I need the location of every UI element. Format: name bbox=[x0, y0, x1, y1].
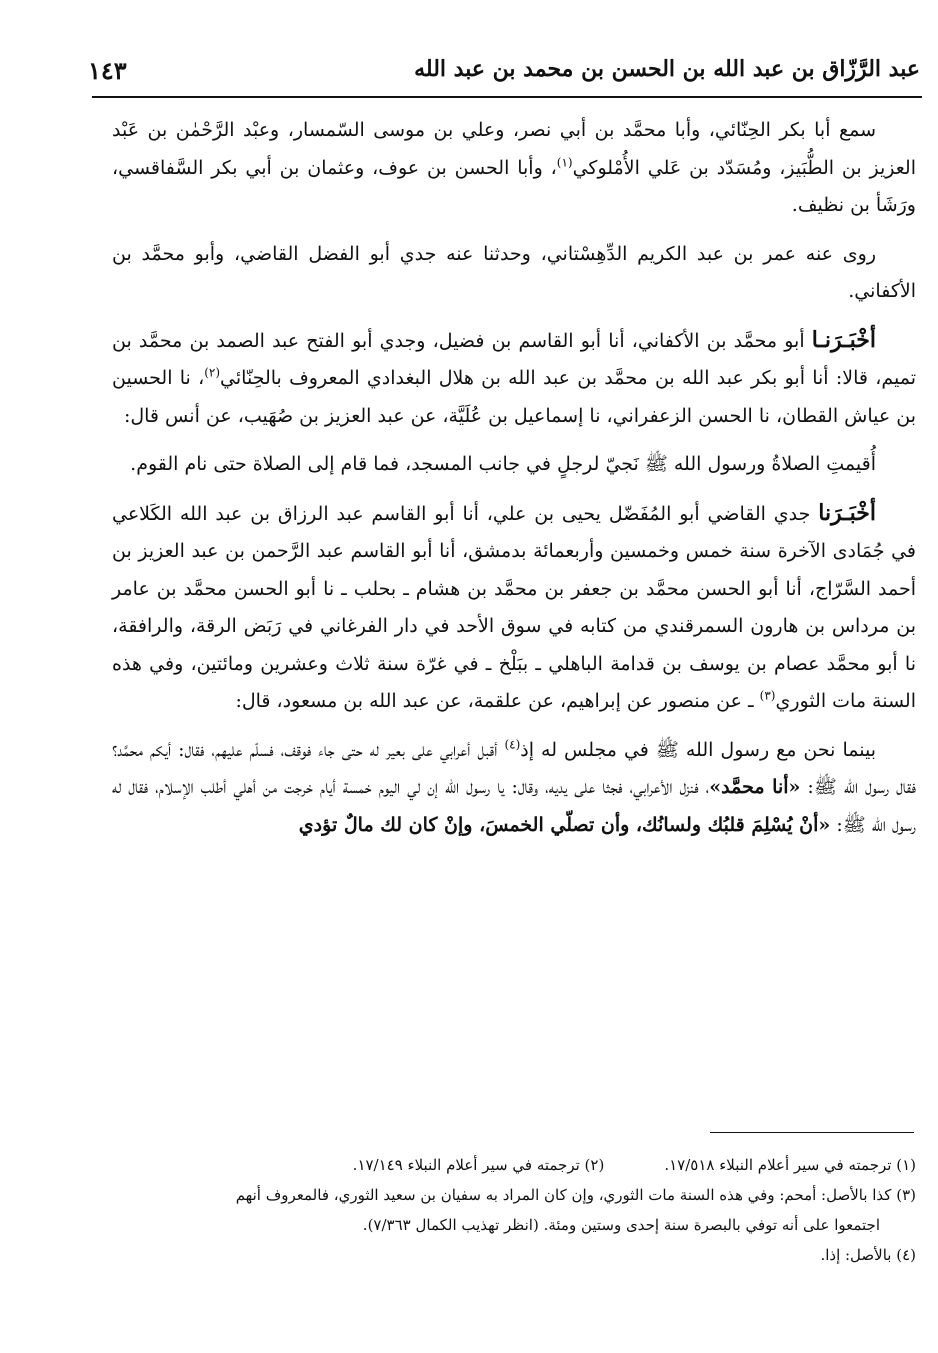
paragraph-isnad-1: أخْبَـرَنـا أبو محمَّد بن الأكفاني، أنا أبو القاسم بن فضيل، وجدي أبو الفتح عبد الصمد بن محمَّد بن تميم، قالا: أنا أبو بكر عبد الله بن محمَّد بن عبد الله بن هلال البغدادي المعروف بالحِنّائي$^{(٢)}$، نا الحسين بن عياش القطان، نا الحسن الزعفراني، نا إسماعيل بن عُلَيَّة، عن عبد العزيز بن صُهَيب، عن أنس قال: bbox=[112, 326, 916, 427]
paragraph-teachers: سمع أبا بكر الحِنّائي، وأبا محمَّد بن أبي نصر، وعلي بن موسى السّمسار، وعبْد الرَّحْمٰن بن عَبْد العزيز بن الطُّبَيز، ومُسَدّد بن عَلي الأُمْلوكي$^{(١)}$، وأبا الحسن بن عوف، وعثمان بن أبي بكر السَّفاقسي، ورَشَأ بن نظيف. bbox=[112, 119, 917, 216]
akhbarana-lead: أخْبَـرَنـا bbox=[811, 326, 876, 353]
paragraph-hadith-1: أُقيمتِ الصلاةُ ورسول الله ﷺ نَجيّ لرجلٍ في جانب المسجد، فما قام إلى الصلاة حتى نام القوم. bbox=[130, 453, 876, 475]
footnotes bbox=[112, 1150, 916, 1270]
header-rule bbox=[92, 96, 922, 98]
paragraph-isnad-2: أخْبَـرَنا جدي القاضي أبو المُفَضّل يحيى بن علي، أنا أبو القاسم عبد الرزاق بن عبد الله الكَلاعي في جُمَادى الآخرة سنة خمس وخمسين وأربعمائة بدمشق، أنا أبو القاسم عبد الرَّحمن بن عبد العزيز بن أحمد السَّرّاج، أنا أبو الحسن محمَّد بن جعفر بن محمَّد بن هشام ـ بحلب ـ نا أبو الحسن محمَّد بن عامر بن مرداس بن هارون السمرقندي من كتابه في سوق الأحد في دار الفرغاني في رَبَض الرقة، والرافقة، نا أبو محمَّد عصام بن يوسف بن قدامة الباهلي ـ ببَلْخ ـ في غرّة سنة ثلاث وعشرين ومائتين، وفي هذه السنة مات الثوري$^{(٣)}$ ـ عن منصور عن إبراهيم، عن علقمة، عن عبد الله بن مسعود، قال: bbox=[112, 499, 916, 712]
paragraph-narrators: روى عنه عمر بن عبد الكريم الدِّهِسْتاني، وحدثنا عنه جدي أبو الفضل القاضي، وأبو محمَّد بن الأكفاني. bbox=[112, 242, 916, 302]
footnote-ref-4[interactable]: (٤) bbox=[504, 737, 521, 752]
footnote-ref-1[interactable]: (١) bbox=[556, 155, 573, 170]
footnote-line-1 bbox=[112, 1150, 916, 1180]
footnote-3: (٣) كذا بالأصل: أمحم: وفي هذه السنة مات الثوري، وإن كان المراد به سفيان بن سعيد الثوري، فالمعروف أنهم bbox=[235, 1186, 916, 1204]
footnote-ref-2[interactable]: (٢) bbox=[204, 365, 221, 380]
footnote-ref-3[interactable]: (٣) bbox=[759, 688, 776, 703]
akhbarana-lead: أخْبَـرَنا bbox=[818, 499, 876, 526]
page-number: ١٤٣ bbox=[88, 56, 127, 85]
prophet-quote: «أنا محمَّد» bbox=[709, 776, 801, 798]
main-text bbox=[112, 112, 916, 855]
footnote-1: (١) ترجمته في سير أعلام النبلاء ١٧/٥١٨. bbox=[664, 1156, 916, 1174]
footnote-2: (٢) ترجمته في سير أعلام النبلاء ١٧/١٤٩. bbox=[352, 1156, 605, 1174]
footnote-4: (٤) بالأصل: إذا. bbox=[820, 1246, 916, 1264]
page-header bbox=[88, 52, 920, 92]
prophet-quote: «أنْ يُسْلِمَ قلبُك ولسانُك، وأن تصلّي الخمسَ، وإنْ كان لك مالٌ تؤدي bbox=[298, 813, 831, 836]
paragraph-hadith-2: بينما نحن مع رسول الله ﷺ في مجلس له إذ$^{(٤)}$ أقبل أعرابي على بعير له حتى جاء فوقف، فسلّم عليهم، فقال: أيكم محمَّد؟ فقال رسول الله ﷺ: «أنا محمَّد»، فنزل الأعرابي، فجثا على يديه، وقال: يا رسول الله إن لي اليوم خمسة أيام خرجت من أهلي أطلب الإسلام، فقال له رسول الله ﷺ: «أنْ يُسْلِمَ قلبُك ولسانُك، وأن تصلّي الخمسَ، وإنْ كان لك مالٌ تؤدي bbox=[112, 737, 916, 836]
footnote-rule bbox=[710, 1132, 914, 1133]
footnote-3-continued: اجتمعوا على أنه توفي بالبصرة سنة إحدى وستين ومئة. (انظر تهذيب الكمال ٧/٣٦٣). bbox=[362, 1216, 880, 1234]
running-title: عبد الرَّزّاق بن عبد الله بن الحسن بن محمد بن عبد الله bbox=[414, 56, 920, 82]
